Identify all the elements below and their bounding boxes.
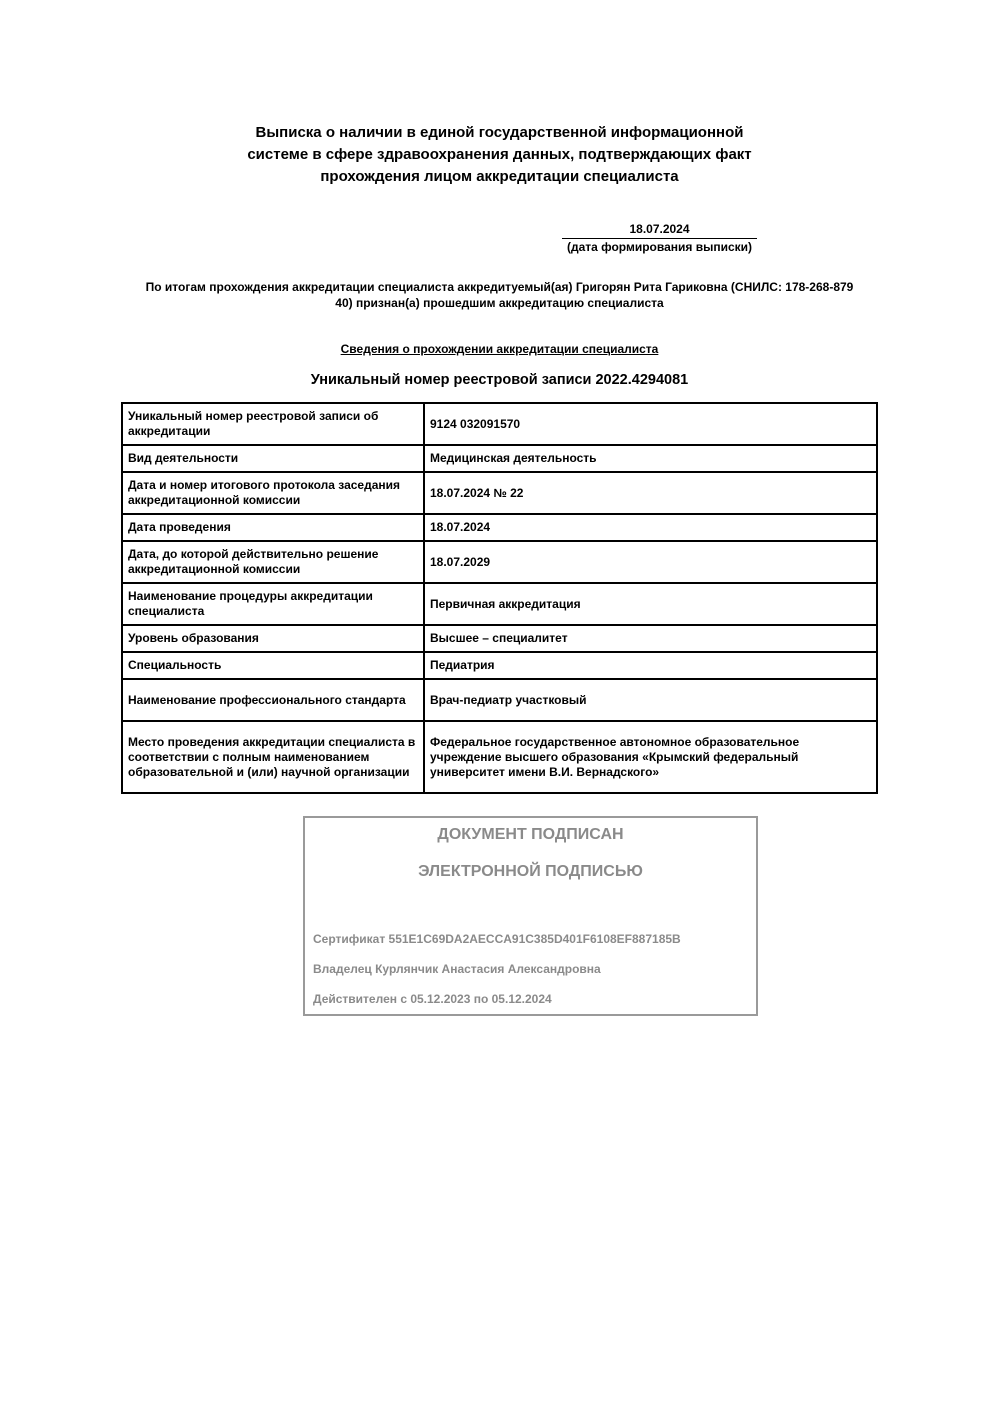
row-label: Дата проведения [122, 514, 424, 541]
section-title: Сведения о прохождении аккредитации специалиста [340, 342, 659, 356]
row-label: Наименование профессионального стандарта [122, 679, 424, 721]
table-row [122, 472, 877, 514]
stamp-validity: Действителен с 05.12.2023 по 05.12.2024 [313, 992, 552, 1006]
stamp-certificate: Сертификат 551E1C69DA2AECCA91C385D401F6108EF887185B [313, 932, 681, 946]
row-label: Место проведения аккредитации специалиста в соответствии с полным наименованием образовательной и (или) научной организации [122, 721, 424, 793]
row-value: Врач-педиатр участковый [424, 679, 877, 721]
table-row [122, 583, 877, 625]
row-value: 18.07.2024 [424, 514, 877, 541]
table-row [122, 625, 877, 652]
row-value: Высшее – специалитет [424, 625, 877, 652]
table-row [122, 541, 877, 583]
title-line: прохождения лицом аккредитации специалиста [320, 168, 679, 185]
electronic-signature-stamp [303, 816, 758, 1016]
row-value: Федеральное государственное автономное образовательное учреждение высшего образования «Крымский федеральный университет имени В.И. Вернадского» [424, 721, 877, 793]
row-label: Уникальный номер реестровой записи об аккредитации [122, 403, 424, 445]
intro-line: 40) признан(а) прошедшим аккредитацию специалиста [335, 296, 664, 310]
title-line: системе в сфере здравоохранения данных, подтверждающих факт [247, 146, 752, 163]
table-row [122, 721, 877, 793]
issue-date-caption: (дата формирования выписки) [566, 240, 753, 254]
issue-date: 18.07.2024 [562, 222, 757, 239]
row-label: Специальность [122, 652, 424, 679]
row-label: Дата, до которой действительно решение аккредитационной комиссии [122, 541, 424, 583]
row-label: Наименование процедуры аккредитации специалиста [122, 583, 424, 625]
table-row [122, 445, 877, 472]
row-value: 9124 032091570 [424, 403, 877, 445]
table-row [122, 652, 877, 679]
row-label: Вид деятельности [122, 445, 424, 472]
document-title [150, 122, 849, 188]
stamp-heading: ДОКУМЕНТ ПОДПИСАН [437, 826, 624, 843]
row-value: 18.07.2029 [424, 541, 877, 583]
date-block [562, 222, 757, 256]
intro-line: По итогам прохождения аккредитации специалиста аккредитуемый(ая) Григорян Рита Гариковна (СНИЛС: 178-268-879 [145, 280, 854, 294]
stamp-owner: Владелец Курлянчик Анастасия Александровна [313, 962, 601, 976]
title-line: Выписка о наличии в единой государственной информационной [255, 124, 744, 141]
accreditation-table [121, 402, 878, 794]
table-row [122, 679, 877, 721]
table-row [122, 514, 877, 541]
stamp-heading: ЭЛЕКТРОННОЙ ПОДПИСЬЮ [418, 863, 643, 880]
row-label: Уровень образования [122, 625, 424, 652]
table-row [122, 403, 877, 445]
row-value: 18.07.2024 № 22 [424, 472, 877, 514]
row-value: Первичная аккредитация [424, 583, 877, 625]
row-label: Дата и номер итогового протокола заседания аккредитационной комиссии [122, 472, 424, 514]
registry-number: Уникальный номер реестровой записи 2022.4294081 [310, 372, 689, 388]
row-value: Педиатрия [424, 652, 877, 679]
intro-paragraph [120, 279, 879, 311]
row-value: Медицинская деятельность [424, 445, 877, 472]
